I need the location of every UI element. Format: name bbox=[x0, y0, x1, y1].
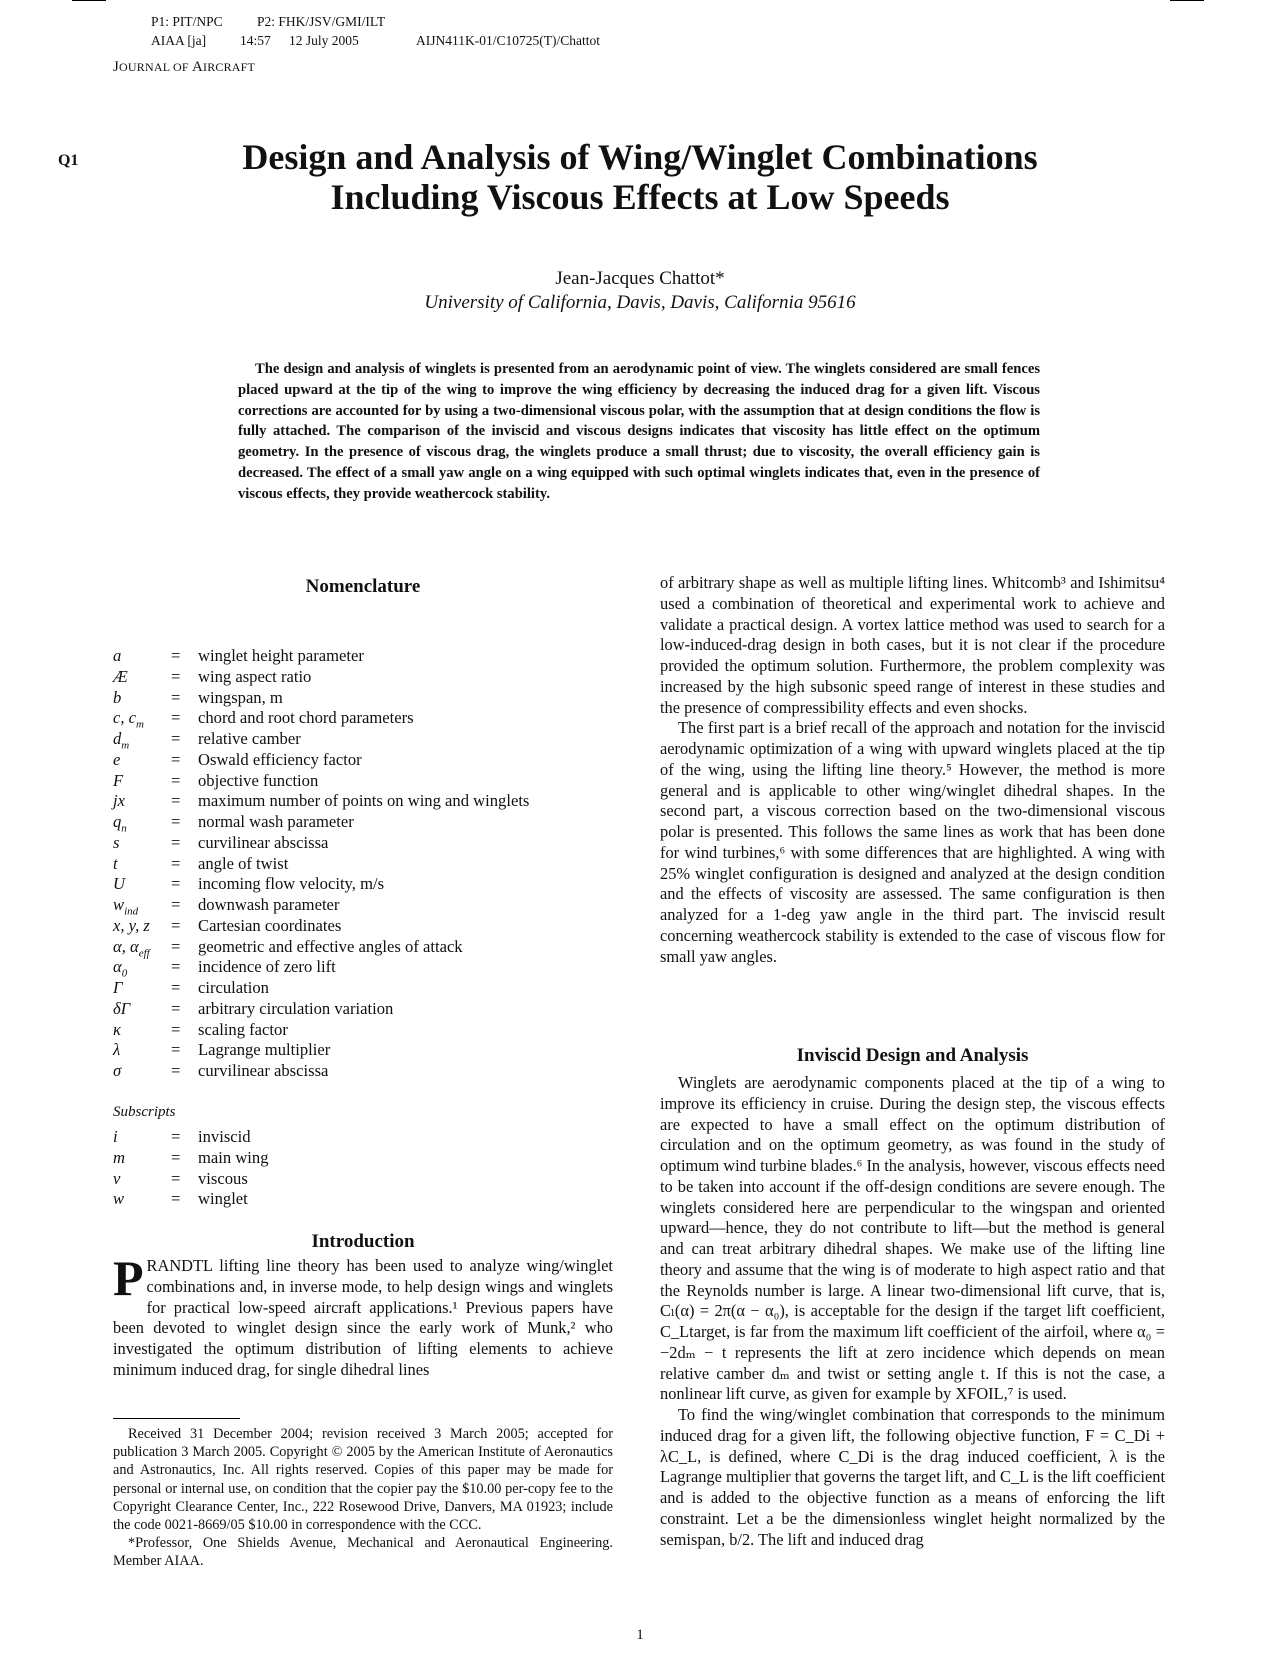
nomenclature-row bbox=[113, 937, 633, 958]
nomenclature-row bbox=[113, 1148, 633, 1169]
footnote-rule bbox=[113, 1418, 240, 1419]
symbol: t bbox=[113, 853, 118, 873]
abstract-text: The design and analysis of winglets is presented from an aerodynamic point of view. The winglets considered are small fences placed upward at the tip of the wing to improve the wing efficiency by decreasing the induced drag for a given lift. Viscous corrections are accounted for by using a two-dimensional viscous polar, with the assumption that at design conditions the flow is fully attached. The comparison of the inviscid and viscous designs indicates that viscosity has little effect on the optimum geometry. In the presence of viscous drag, the winglets produce a small thrust; due to viscosity, the overall efficiency gain is decreased. The effect of a small yaw angle on a wing equipped with such optimal winglets indicates that, even in the presence of viscous effects, they provide weathercock stability. bbox=[238, 361, 1040, 502]
definition: curvilinear abscissa bbox=[198, 1061, 329, 1080]
nomenclature-row bbox=[113, 854, 633, 875]
equals-sign: = bbox=[171, 708, 181, 728]
symbol: $q_n$ bbox=[113, 812, 127, 835]
nomenclature-row bbox=[113, 1020, 633, 1041]
equals-sign: = bbox=[171, 729, 181, 748]
introduction-body bbox=[113, 1250, 613, 1381]
equals-sign: = bbox=[171, 812, 181, 831]
definition: angle of twist bbox=[198, 853, 289, 873]
drop-cap: P bbox=[113, 1250, 144, 1306]
definition: main wing bbox=[198, 1147, 269, 1167]
definition: arbitrary circulation variation bbox=[198, 998, 394, 1018]
equals-sign: = bbox=[171, 687, 181, 707]
definition: wing aspect ratio bbox=[198, 666, 312, 686]
symbol: m bbox=[113, 1147, 125, 1167]
symbol: c, $c_m$ bbox=[113, 708, 144, 731]
symbol: Æ bbox=[113, 666, 128, 686]
header-code: AIJN411K-01/C10725(T)/Chattot bbox=[416, 33, 600, 48]
author: Jean-Jacques Chattot* bbox=[555, 268, 725, 289]
nomenclature-row bbox=[113, 916, 633, 937]
symbol: δΓ bbox=[113, 998, 131, 1018]
definition: curvilinear abscissa bbox=[198, 832, 329, 852]
header-date: 12 July 2005 bbox=[289, 33, 359, 48]
equals-sign: = bbox=[171, 1168, 181, 1188]
header-p1: P1: PIT/NPC bbox=[151, 14, 223, 29]
nomenclature-row bbox=[113, 667, 633, 688]
definition: circulation bbox=[198, 978, 269, 997]
definition: incidence of zero lift bbox=[198, 957, 336, 977]
crop-mark-right bbox=[1170, 0, 1204, 1]
nomenclature-row bbox=[113, 750, 633, 771]
paragraph: Winglets are aerodynamic components placed at the tip of a wing to improve its efficiency in cruise. During the design step, the viscous effects are expected to have a small effect on the optimum distribution of circulation and on the optimum geometry, as was found in the study of optimum wind turbine blades.⁶ In the analysis, however, viscous effects need to be taken into account if the off-design conditions are severe enough. The winglets considered here are perpendicular to the wingspan and oriented upward—hence, they do not contribute to lift—but the method is general and can treat arbitrary dihedral shapes. We make use of the lifting line theory and assume that the wing is of moderate to high aspect ratio and that the Reynolds number is large. A linear two-dimensional lift curve, that is, Cₗ(α) = 2π(α − α₀), is acceptable for the design if the target lift coefficient, C_Ltarget, is far from the maximum lift coefficient of the airfoil, where α₀ = −2dₘ − t represents the lift at zero incidence which depends on mean relative camber dₘ and twist or setting angle t. If this is not the case, a nonlinear lift curve, as given for example by XFOIL,⁷ is used. bbox=[660, 1073, 1166, 1404]
equals-sign: = bbox=[171, 791, 181, 811]
equals-sign: = bbox=[171, 749, 181, 769]
definition: Oswald efficiency factor bbox=[198, 749, 362, 769]
section-title-inviscid: Inviscid Design and Analysis bbox=[796, 1045, 1029, 1066]
nomenclature-row bbox=[113, 1169, 633, 1190]
definition: scaling factor bbox=[198, 1019, 288, 1039]
header-aiaa: AIAA [ja] bbox=[151, 33, 207, 48]
symbol: Γ bbox=[113, 978, 123, 997]
definition: winglet bbox=[198, 1189, 248, 1209]
equals-sign: = bbox=[171, 915, 181, 935]
definition: viscous bbox=[198, 1168, 248, 1188]
subscripts-list bbox=[113, 1127, 633, 1210]
paragraph: To find the wing/winglet combination that corresponds to the minimum induced drag for a given lift, the following objective function, F = C_Di + λC_L, is defined, where C_Di is the drag induced coefficient, λ is the Lagrange multiplier that governs the target lift, and C_L is the lift coefficient and is added to the objective function as a means of enforcing the lift constraint. Let a be the dimensionless winglet height normalized by the semispan, b/2. The lift and induced drag bbox=[660, 1405, 1165, 1549]
definition: inviscid bbox=[198, 1127, 251, 1146]
definition: objective function bbox=[198, 770, 319, 790]
symbol: α, $\alpha_{eff}$ bbox=[113, 936, 150, 959]
symbol: b bbox=[113, 687, 122, 707]
nomenclature-list bbox=[113, 646, 633, 1082]
equals-sign: = bbox=[171, 832, 181, 852]
definition: maximum number of points on wing and winglets bbox=[198, 791, 530, 811]
nomenclature-row bbox=[113, 708, 633, 729]
subscripts-title: Subscripts bbox=[113, 1104, 176, 1120]
equals-sign: = bbox=[171, 1019, 181, 1039]
footnotes bbox=[113, 1425, 613, 1571]
definition: Lagrange multiplier bbox=[198, 1040, 331, 1060]
equals-sign: = bbox=[171, 998, 181, 1018]
header-time: 14:57 bbox=[240, 33, 271, 48]
footnote-received: Received 31 December 2004; revision received 3 March 2005; accepted for publication 3 March 2005. Copyright © 2005 by the American Institute of Aeronautics and Astronautics, Inc. All rights reserved. Copies of this paper may be made for personal or internal use, on condition that the copier pay the $10.00 per-copy fee to the Copyright Clearance Center, Inc., 222 Rosewood Drive, Danvers, MA 01923; include the code 0021-8669/05 $10.00 in correspondence with the CCC. bbox=[113, 1426, 613, 1534]
paragraph: The first part is a brief recall of the approach and notation for the inviscid aerodynamic optimization of a wing with upward winglets placed at the tip of the wing, using the lifting line theory.⁵ However, the method is more general and is applicable to other wing/winglet dihedral shapes. In the second part, a viscous correction based on the two-dimensional viscous polar is presented. This follows the same lines as work that has been done for wind turbines,⁶ with some differences that are highlighted. A wing with 25% winglet configuration is designed and analyzed at the design condition and the effects of viscosity are assessed. The same configuration is then analyzed for a 1-deg yaw angle in the third part. The inviscid result concerning weathercock stability is extended to the case of viscous flow for small yaw angles. bbox=[660, 718, 1165, 966]
nomenclature-row bbox=[113, 791, 633, 812]
nomenclature-row bbox=[113, 688, 633, 709]
paragraph: of arbitrary shape as well as multiple lifting lines. Whitcomb³ and Ishimitsu⁴ used a combination of theoretical and experimental work to achieve and validate a practical design. A vortex lattice method was used to search for a low-induced-drag design in both cases, but it is not clear if the procedure provided the optimum solution. Furthermore, the problem complexity was increased by the high subsonic speed range of interest in these studies and the presence of compressibility effects and even shocks. bbox=[660, 573, 1165, 717]
definition: geometric and effective angles of attack bbox=[198, 936, 463, 956]
symbol: λ bbox=[113, 1040, 121, 1060]
symbol: w bbox=[113, 1189, 125, 1209]
nomenclature-row bbox=[113, 1127, 633, 1148]
definition: relative camber bbox=[198, 729, 301, 748]
page-number: 1 bbox=[636, 1627, 644, 1643]
equals-sign: = bbox=[171, 770, 181, 790]
symbol: v bbox=[113, 1168, 121, 1188]
nomenclature-row bbox=[113, 771, 633, 792]
equals-sign: = bbox=[171, 666, 181, 686]
symbol: F bbox=[113, 770, 124, 790]
symbol: $d_m$ bbox=[113, 729, 130, 752]
definition: normal wash parameter bbox=[198, 812, 354, 831]
equals-sign: = bbox=[171, 1127, 181, 1146]
abstract bbox=[238, 359, 1040, 505]
equals-sign: = bbox=[171, 853, 181, 873]
introduction-title: Introduction bbox=[311, 1231, 415, 1252]
nomenclature-row bbox=[113, 812, 633, 833]
symbol: $w_{ind}$ bbox=[113, 895, 139, 918]
nomenclature-row bbox=[113, 1040, 633, 1061]
header-p2: P2: FHK/JSV/GMI/ILT bbox=[257, 14, 386, 29]
symbol: i bbox=[113, 1127, 118, 1146]
introduction-text: RANDTL lifting line theory has been used to analyze wing/winglet combinations and, in inverse mode, to help design wings and winglets for practical low-speed aircraft applications.¹ Previous papers have been devoted to winglet design since the early work of Munk,² who investigated the optimum distribution of lifting elements to achieve minimum induced drag, for single dihedral lines bbox=[113, 1256, 613, 1379]
definition: wingspan, m bbox=[198, 687, 283, 707]
nomenclature-row bbox=[113, 874, 633, 895]
equals-sign: = bbox=[171, 957, 181, 977]
definition: downwash parameter bbox=[198, 895, 340, 914]
nomenclature-row bbox=[113, 999, 633, 1020]
nomenclature-row bbox=[113, 1189, 633, 1210]
paper-title bbox=[150, 137, 1130, 217]
nomenclature-title: Nomenclature bbox=[305, 576, 421, 597]
equals-sign: = bbox=[171, 895, 181, 914]
symbol: $\alpha_0$ bbox=[113, 957, 128, 980]
definition: incoming flow velocity, m/s bbox=[198, 874, 385, 894]
definition: winglet height parameter bbox=[198, 646, 364, 665]
symbol: σ bbox=[113, 1061, 122, 1080]
equals-sign: = bbox=[171, 1189, 181, 1209]
equals-sign: = bbox=[171, 1147, 181, 1167]
equals-sign: = bbox=[171, 874, 181, 894]
right-column-top bbox=[660, 573, 1165, 967]
footnote-professor: *Professor, One Shields Avenue, Mechanical and Aeronautical Engineering. Member AIAA. bbox=[113, 1535, 613, 1570]
nomenclature-row bbox=[113, 646, 633, 667]
affiliation: University of California, Davis, Davis, California 95616 bbox=[424, 292, 856, 313]
nomenclature-row bbox=[113, 833, 633, 854]
symbol: e bbox=[113, 749, 121, 769]
nomenclature-row bbox=[113, 978, 633, 999]
title-line-1: Design and Analysis of Wing/Winglet Combinations bbox=[242, 137, 1038, 177]
equals-sign: = bbox=[171, 1040, 181, 1060]
symbol: s bbox=[113, 832, 120, 852]
equals-sign: = bbox=[171, 936, 181, 956]
crop-mark-left bbox=[72, 0, 106, 1]
title-line-2: Including Viscous Effects at Low Speeds bbox=[330, 177, 950, 217]
nomenclature-row bbox=[113, 1061, 633, 1082]
symbol: x, y, z bbox=[113, 915, 150, 935]
query-mark: Q1 bbox=[58, 152, 79, 169]
right-column-bottom bbox=[660, 1073, 1165, 1550]
nomenclature-row bbox=[113, 895, 633, 916]
definition: Cartesian coordinates bbox=[198, 915, 342, 935]
equals-sign: = bbox=[171, 978, 181, 997]
symbol: a bbox=[113, 646, 122, 665]
nomenclature-row bbox=[113, 729, 633, 750]
nomenclature-row bbox=[113, 957, 633, 978]
equals-sign: = bbox=[171, 646, 181, 665]
symbol: U bbox=[113, 874, 125, 894]
equals-sign: = bbox=[171, 1061, 181, 1080]
symbol: κ bbox=[113, 1019, 121, 1039]
journal-name: JOURNAL OF AIRCRAFT bbox=[113, 59, 256, 75]
symbol: jx bbox=[113, 791, 125, 811]
definition: chord and root chord parameters bbox=[198, 708, 414, 728]
